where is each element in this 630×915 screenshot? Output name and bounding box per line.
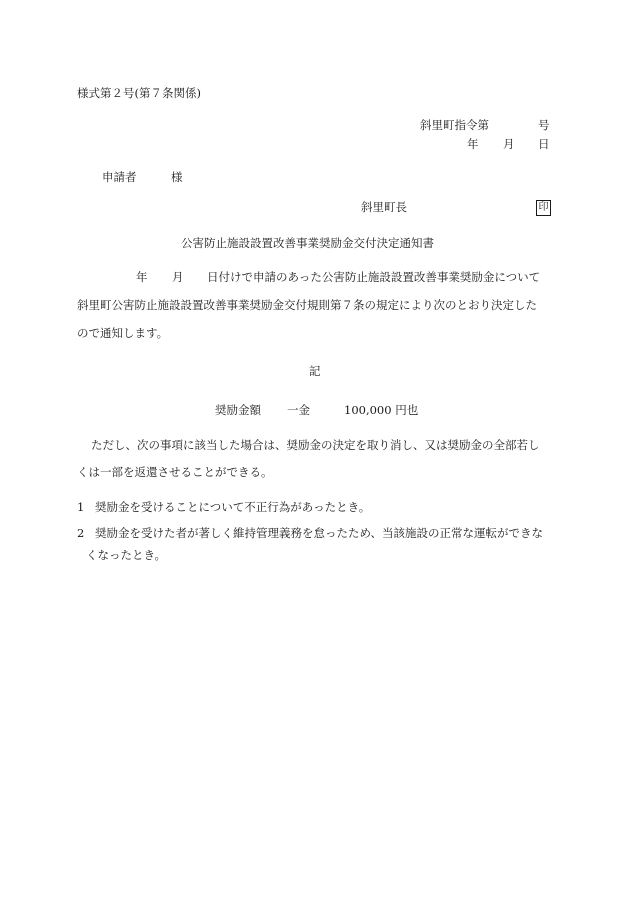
- amount-prefix: 一金: [287, 403, 310, 417]
- amount-value: 100,000 円也: [344, 403, 419, 417]
- mayor-name: 斜里町長: [361, 200, 407, 214]
- condition-2-continuation: くなったとき。: [86, 548, 167, 562]
- condition-1-text: 奨励金を受けることについて不正行為があったとき。: [95, 500, 371, 514]
- body-month: 月: [172, 270, 184, 284]
- order-number-prefix: 斜里町指令第: [420, 118, 489, 132]
- proviso-line-2: くは一部を返還させることができる。: [77, 465, 273, 479]
- amount-label: 奨励金額: [215, 403, 261, 417]
- applicant-label: 申請者: [102, 170, 137, 184]
- ki-heading: 記: [309, 364, 321, 378]
- condition-2-text: 奨励金を受けた者が著しく維持管理義務を怠ったため、当該施設の正常な運転ができな: [95, 526, 544, 540]
- body-line-1: 日付けで申請のあった公害防止施設設置改善事業奨励金について: [207, 270, 541, 284]
- body-line-2: 斜里町公害防止施設設置改善事業奨励金交付規則第７条の規定により次のとおり決定した: [77, 298, 537, 312]
- date-month: 月: [503, 137, 515, 151]
- date-day: 日: [538, 137, 550, 151]
- order-number-suffix: 号: [538, 118, 550, 132]
- date-year: 年: [467, 137, 479, 151]
- seal-mark: 印: [536, 200, 551, 216]
- condition-2-number: 2: [77, 526, 85, 540]
- form-number: 様式第２号(第７条関係): [77, 86, 201, 100]
- condition-1-number: 1: [77, 500, 85, 514]
- applicant-honorific: 様: [171, 170, 183, 184]
- body-line-3: ので通知します。: [77, 326, 169, 340]
- document-title: 公害防止施設設置改善事業奨励金交付決定通知書: [181, 236, 434, 250]
- proviso-line-1: ただし、次の事項に該当した場合は、奨励金の決定を取り消し、又は奨励金の全部若し: [91, 438, 540, 452]
- body-year: 年: [136, 270, 148, 284]
